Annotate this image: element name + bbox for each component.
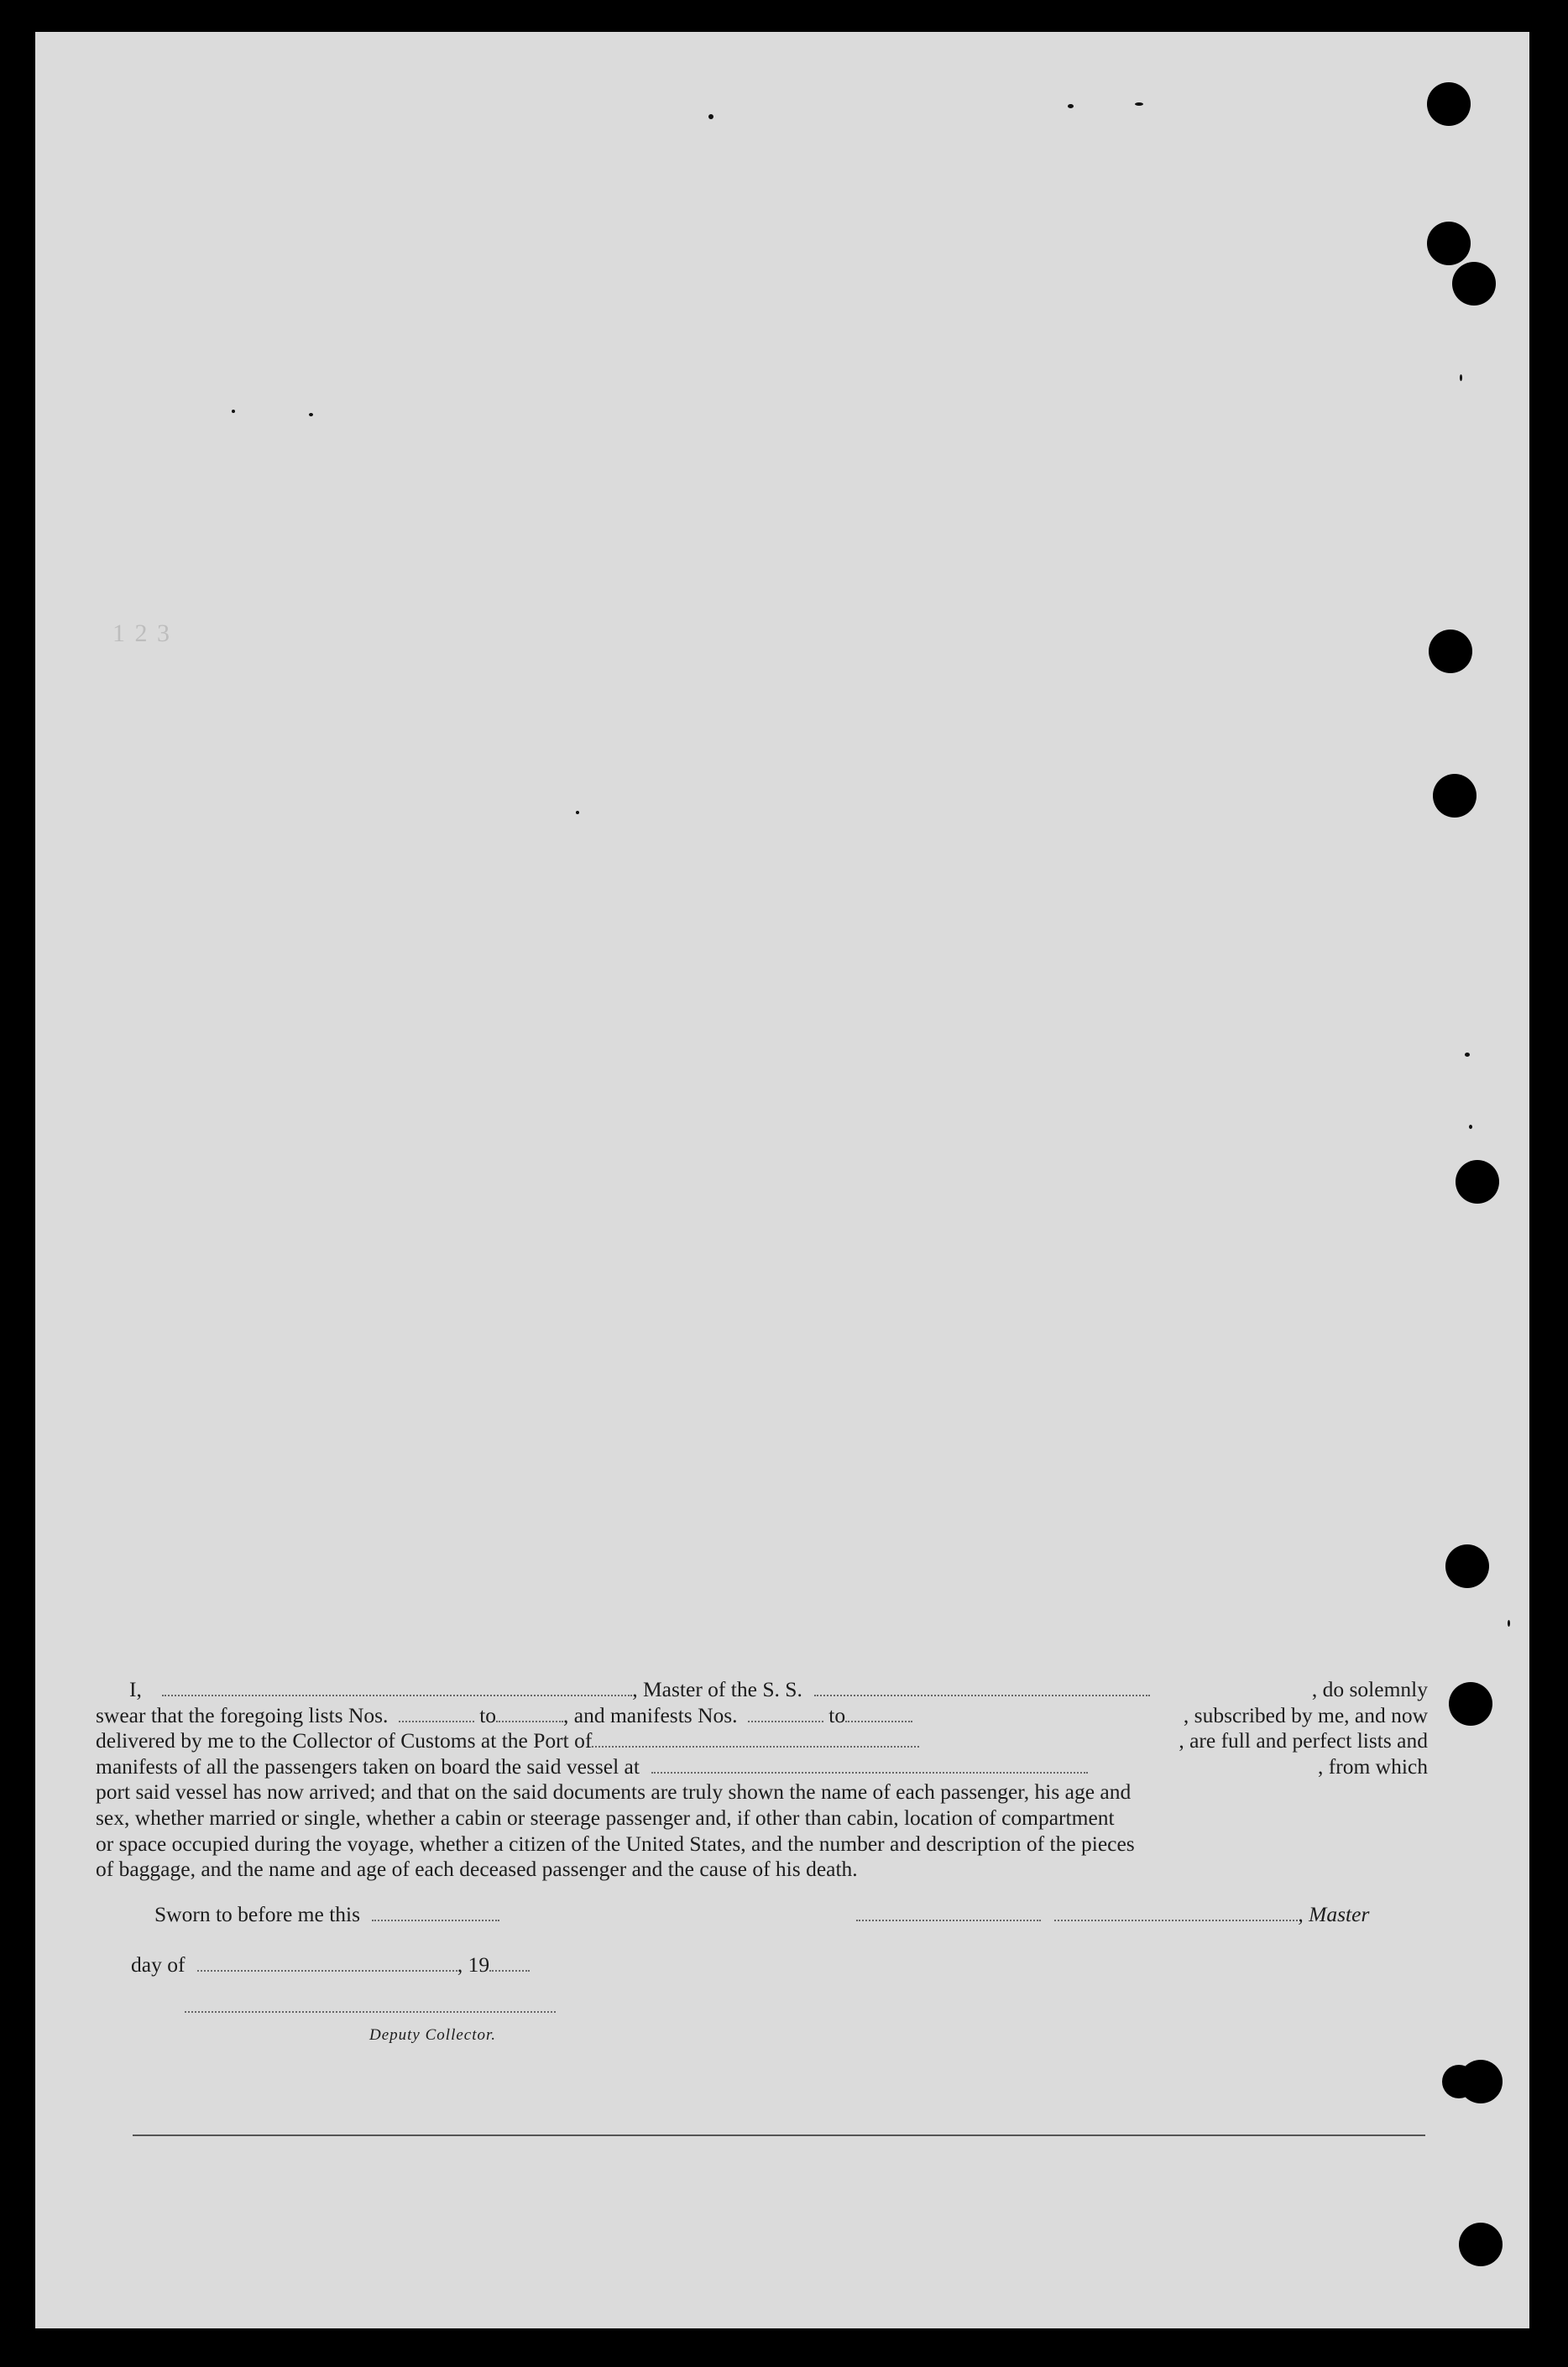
day-month-field[interactable] (197, 1955, 457, 1972)
punch-hole (1427, 222, 1471, 265)
master-signature-line (856, 1902, 1369, 1927)
oath-text: , do solemnly (1311, 1677, 1428, 1701)
manifests-to-field[interactable] (845, 1706, 912, 1722)
punch-hole (1429, 630, 1472, 673)
speck (1135, 102, 1143, 106)
faint-stamp: 1 2 3 (112, 619, 171, 647)
oath-line-1 (129, 1677, 1428, 1703)
year-prefix: , 19 (457, 1952, 490, 1977)
oath-text: delivered by me to the Collector of Customs at the Port of (96, 1728, 593, 1753)
oath-text: , and manifests Nos. (563, 1702, 738, 1727)
oath-text: , Master of the S. S. (632, 1677, 802, 1701)
day-line (131, 1952, 530, 1978)
oath-text: swear that the foregoing lists Nos. (96, 1702, 389, 1727)
oath-text: , subscribed by me, and now (1183, 1702, 1428, 1727)
lists-from-field[interactable] (399, 1706, 474, 1722)
oath-text: to (479, 1702, 497, 1727)
punch-hole (1427, 82, 1471, 126)
punch-hole (1459, 2223, 1503, 2266)
manifests-from-field[interactable] (748, 1706, 823, 1722)
oath-line-2 (96, 1703, 1428, 1729)
bottom-rule (133, 2134, 1425, 2136)
master-signature-field-2[interactable] (1054, 1905, 1298, 1921)
year-field[interactable] (489, 1955, 530, 1972)
oath-line-4 (96, 1754, 1428, 1780)
punch-hole (1456, 1160, 1499, 1204)
oath-text: manifests of all the passengers taken on board the said vessel at (96, 1753, 640, 1779)
speck (1465, 1053, 1470, 1057)
oath-text: , from which (1317, 1753, 1428, 1779)
oath-text: I, (129, 1677, 142, 1701)
speck (576, 811, 579, 814)
punch-hole (1452, 262, 1496, 306)
sworn-date-field[interactable] (372, 1905, 499, 1921)
speck (708, 114, 713, 119)
punch-hole (1449, 1682, 1492, 1726)
master-signature-field[interactable] (856, 1905, 1041, 1921)
master-name-field[interactable] (162, 1680, 632, 1696)
oath-line-5: port said vessel has now arrived; and that on the said documents are truly shown the name of each passenger, his age and (96, 1779, 1132, 1805)
oath-paragraph (96, 1677, 1428, 1883)
speck (1068, 104, 1074, 108)
punch-hole (1442, 2065, 1476, 2098)
master-label: , Master (1298, 1902, 1370, 1926)
port-field[interactable] (592, 1731, 919, 1748)
sworn-line (154, 1902, 499, 1927)
punch-hole (1445, 1544, 1489, 1588)
deputy-collector-label: Deputy Collector. (369, 2026, 497, 2044)
oath-text: to (828, 1702, 846, 1727)
lists-to-field[interactable] (496, 1706, 563, 1722)
day-of-text: day of (131, 1952, 186, 1977)
oath-line-3 (96, 1728, 1428, 1754)
speck (1469, 1125, 1472, 1129)
deputy-signature-field[interactable] (185, 1996, 556, 2013)
document-page (35, 32, 1529, 2328)
speck (1460, 374, 1462, 381)
speck (1508, 1620, 1510, 1627)
oath-line-6: sex, whether married or single, whether a cabin or steerage passenger and, if other than cabin, location of compartment (96, 1805, 1115, 1830)
speck (309, 413, 313, 416)
punch-hole (1433, 774, 1477, 818)
oath-line-7: or space occupied during the voyage, whether a citizen of the United States, and the number and description of the pieces (96, 1831, 1135, 1856)
oath-text: , are full and perfect lists and (1179, 1728, 1428, 1753)
speck (232, 410, 235, 413)
oath-line-8: of baggage, and the name and age of each deceased passenger and the cause of his death. (96, 1857, 858, 1882)
ship-name-field[interactable] (814, 1680, 1150, 1696)
port-of-departure-field[interactable] (651, 1757, 1088, 1774)
sworn-text: Sworn to before me this (154, 1902, 361, 1926)
